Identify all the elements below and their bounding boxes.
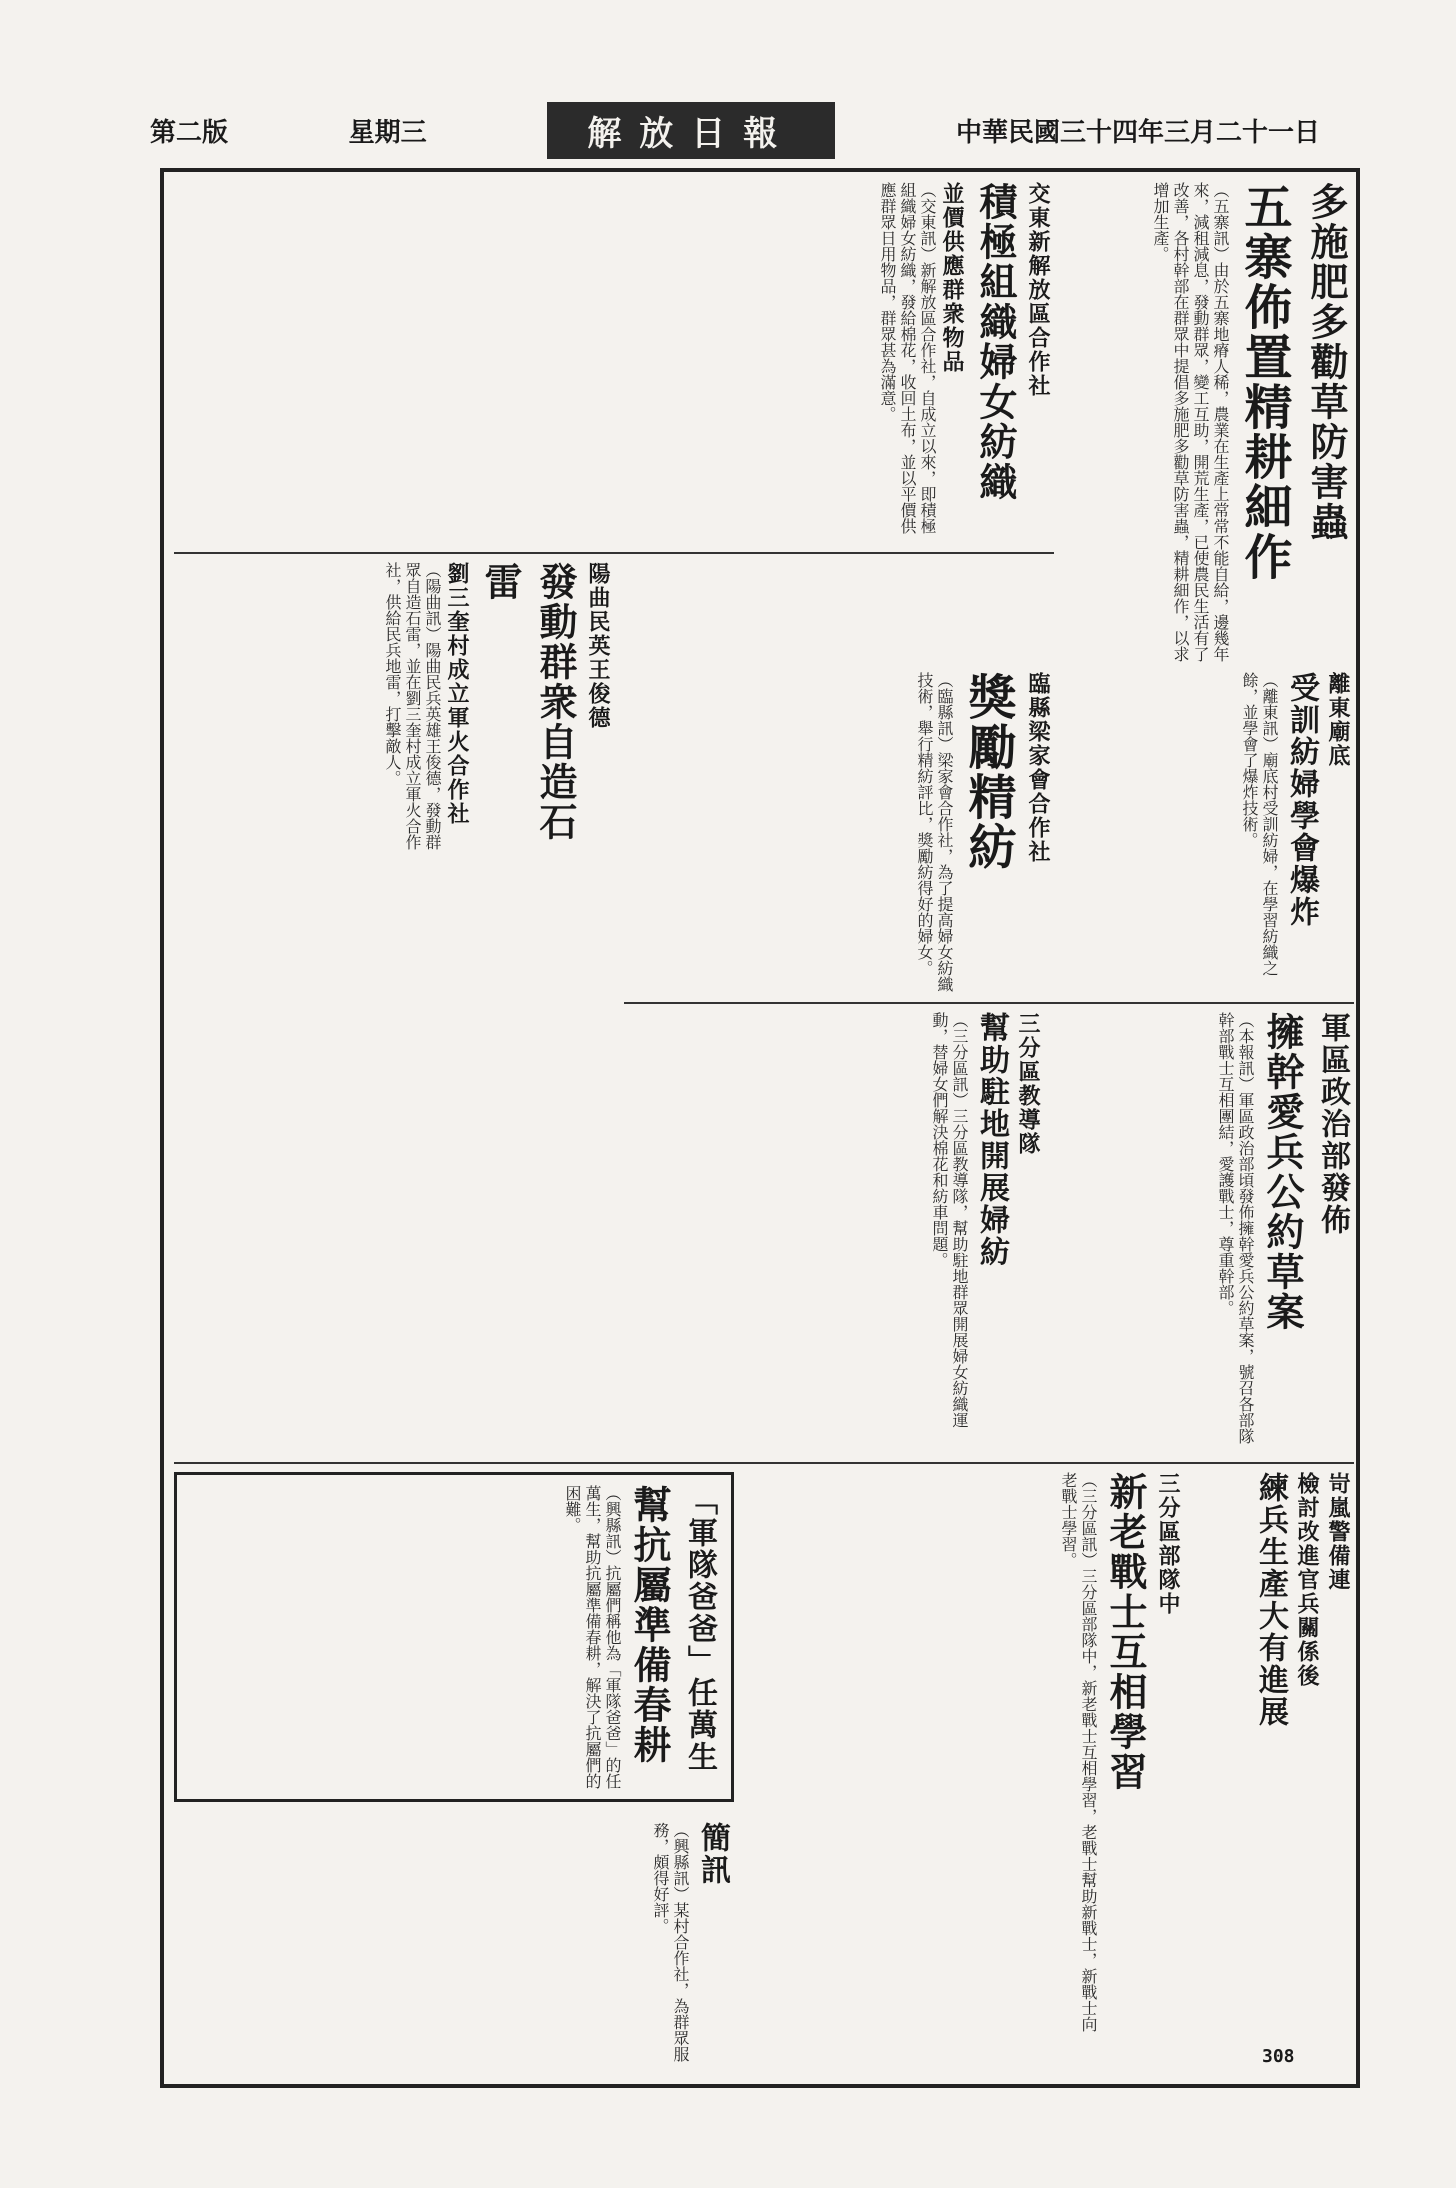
article-headline: 幫抗屬準備春耕 <box>627 1485 672 1765</box>
rule <box>174 552 1054 554</box>
article-headline: 檢討改進官兵關係後 <box>1294 1472 1320 1688</box>
article-kicker: 岢嵐警備連 <box>1325 1472 1351 1592</box>
article-body: （三分區訊）三分區部隊中，新老戰士互相學習，老戰士幫助新戰士，新戰士向老戰士學習。 <box>1059 1472 1098 2032</box>
article-headline: 五寨佈置精耕細作 <box>1236 182 1292 582</box>
article-kelan <box>1194 1472 1354 2032</box>
article-kicker: 軍區政治部發佈 <box>1315 1012 1350 1236</box>
masthead <box>150 100 1320 160</box>
page-label: 第二版 <box>150 117 229 148</box>
article-new-old-soldiers <box>884 1472 1184 2032</box>
paper-name: 解放日報 <box>547 102 835 159</box>
article-junqu <box>1054 1012 1354 1452</box>
article-body: （陽曲訊）陽曲民兵英雄王俊德，發動群眾自造石雷，並在劉三奎村成立軍火合作社，供給民兵地雷，打擊敵人。 <box>383 562 442 850</box>
article-body: （興縣訊）抗屬們稱他為「軍隊爸爸」的任萬生，幫助抗屬準備春耕，解決了抗屬們的困難。 <box>563 1485 622 1789</box>
article-sanfenqu <box>724 1012 1044 1452</box>
article-kicker: 「軍隊爸爸」任萬生 <box>682 1485 717 1773</box>
article-headline: 發動群衆自造石雷 <box>478 562 578 842</box>
article-ren-wansheng <box>174 1472 734 1802</box>
page-number: 308 <box>1262 2046 1295 2067</box>
article-kicker: 臨縣梁家會合作社 <box>1025 672 1051 864</box>
article-body: （離東訊）廟底村受訓紡婦，在學習紡織之餘，並學會了爆炸技術。 <box>1240 672 1279 976</box>
issue-date: 中華民國三十四年三月二十一日 <box>955 117 1320 148</box>
article-kicker: 三分區部隊中 <box>1155 1472 1181 1616</box>
rule <box>174 1462 1354 1464</box>
article-headline: 積極組織婦女紡織 <box>973 182 1018 502</box>
article-body: （三分區訊）三分區教導隊，幫助駐地群眾開展婦女紡織運動，替婦女們解決棉花和紡車問題。 <box>930 1012 969 1428</box>
article-headline: 簡訊 <box>695 1822 730 1886</box>
article-lidong <box>1064 672 1354 992</box>
article-kicker: 離東廟底 <box>1325 672 1351 768</box>
article-subhead: 劉三奎村成立軍火合作社 <box>444 562 470 826</box>
newspaper-sheet <box>160 168 1360 2088</box>
article-linxian <box>724 672 1054 992</box>
article-kicker: 陽曲民英王俊德 <box>585 562 611 730</box>
article-body: （本報訊）軍區政治部頃發佈擁幹愛兵公約草案，號召各部隊幹部戰士互相團結，愛護戰士，尊重幹部。 <box>1216 1012 1255 1444</box>
article-body: （交東訊）新解放區合作社，自成立以來，即積極組織婦女紡織，發給棉花，收回土布，並以平價供應群眾日用物品，群眾甚為滿意。 <box>878 182 937 534</box>
article-headline: 受訓紡婦學會爆炸 <box>1284 672 1319 928</box>
article-headline: 獎勵精紡 <box>960 672 1016 872</box>
article-headline: 擁幹愛兵公約草案 <box>1260 1012 1305 1332</box>
article-body: （臨縣訊）梁家會合作社，為了提高婦女紡織技術，舉行精紡評比，獎勵紡得好的婦女。 <box>915 672 954 992</box>
article-headline: 幫助駐地開展婦紡 <box>974 1012 1009 1268</box>
article-kicker: 多施肥多勸草防害蟲 <box>1304 182 1349 542</box>
article-wuzhai <box>1064 182 1354 662</box>
article-jiaodong <box>614 182 1054 542</box>
article-subhead: 練兵生產大有進展 <box>1253 1472 1288 1728</box>
article-yangqu <box>174 562 614 862</box>
article-headline: 新老戰士互相學習 <box>1103 1472 1148 1792</box>
article-kicker: 交東新解放區合作社 <box>1025 182 1051 398</box>
article-body: （興縣訊）某村合作社，為群眾服務，頗得好評。 <box>651 1822 690 2062</box>
weekday: 星期三 <box>348 117 427 148</box>
article-subhead: 並價供應群衆物品 <box>939 182 965 374</box>
article-kicker: 三分區教導隊 <box>1015 1012 1041 1156</box>
article-body: （五寨訊）由於五寨地瘠人稀，農業在生產上常常不能自給，邊幾年來，減租減息，發動群眾，變工互助，開荒生產，已使農民生活有了改善，各村幹部在群眾中提倡多施肥多勸草防害蟲，精耕細作，以求增加生產。 <box>1151 182 1230 662</box>
article-brief-news <box>174 1822 734 2072</box>
rule <box>624 1002 1354 1004</box>
